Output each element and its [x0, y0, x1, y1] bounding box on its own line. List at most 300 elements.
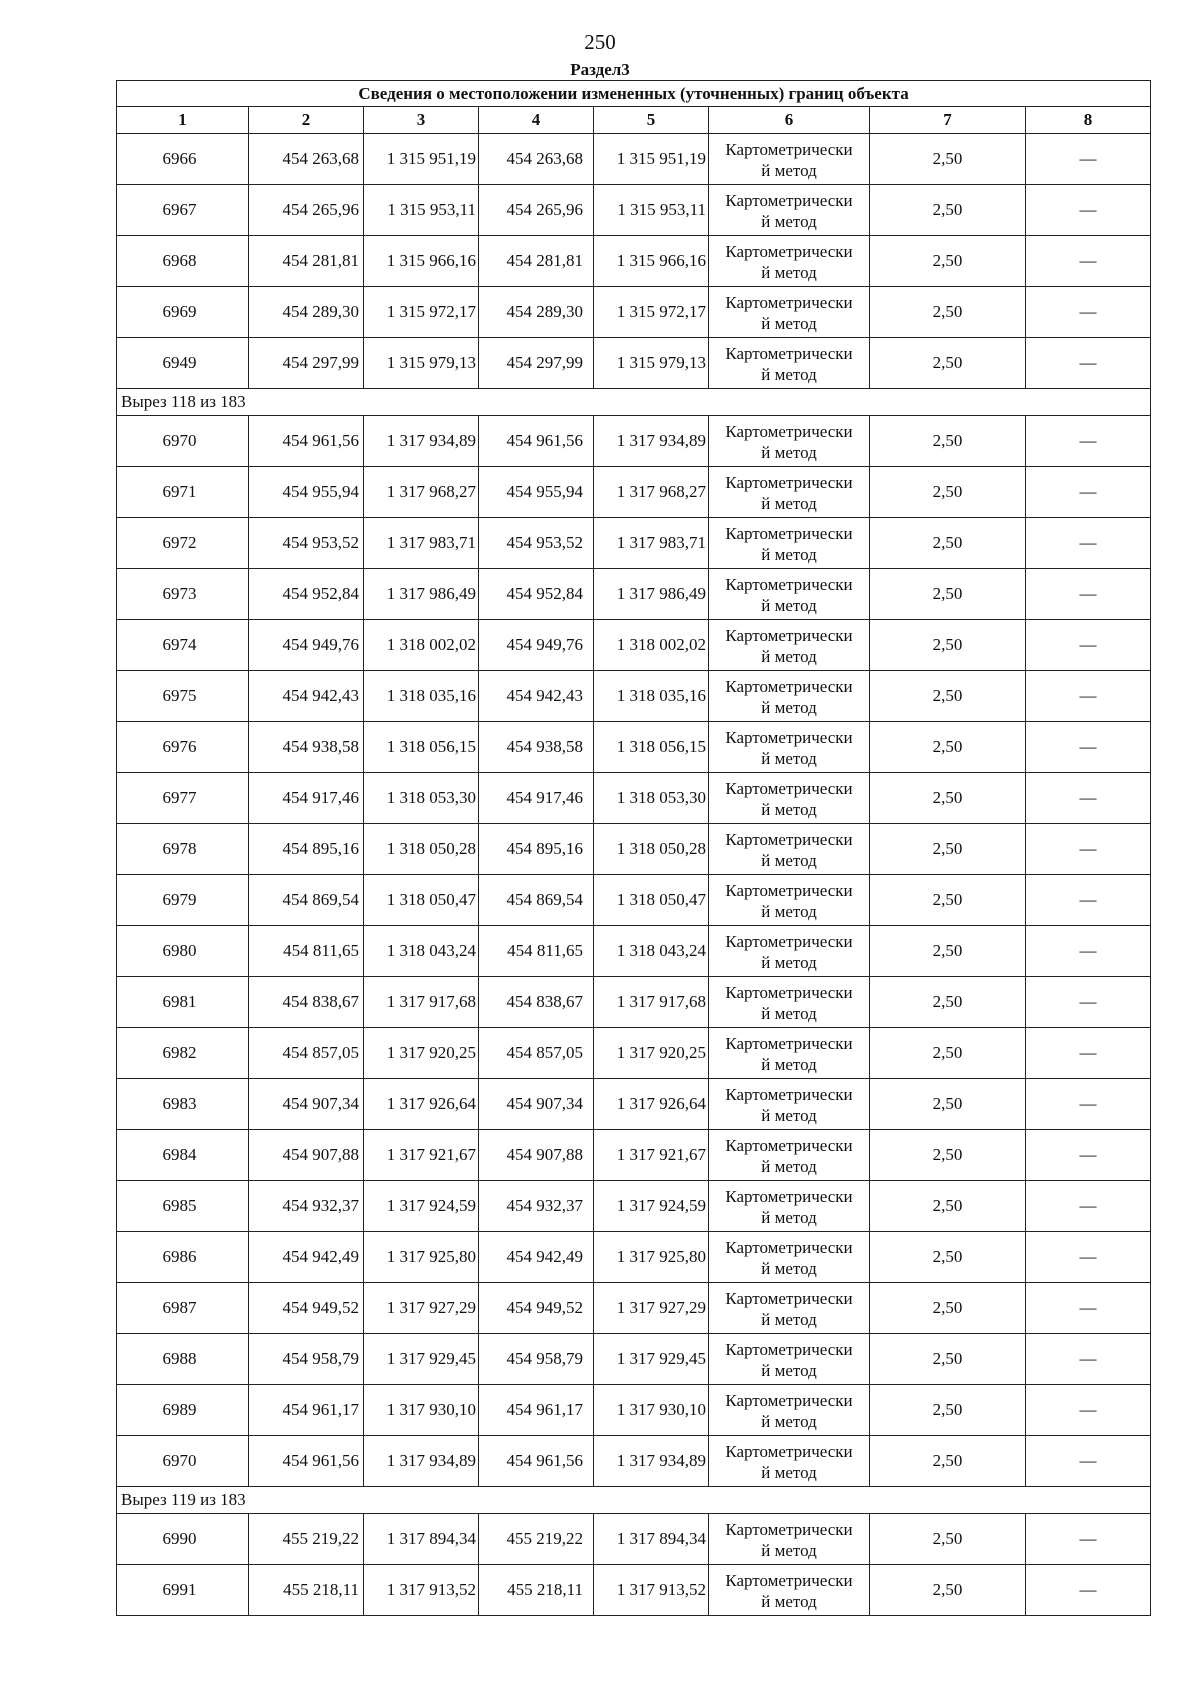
table-row [117, 1436, 1151, 1487]
cell-c5: 1 317 930,10 [594, 1385, 709, 1436]
cell-accuracy: 2,50 [870, 287, 1026, 338]
cell-c1: 6971 [117, 467, 249, 518]
cell-description: — [1026, 416, 1151, 467]
cell-c2: 454 955,94 [249, 467, 364, 518]
cell-method [709, 1130, 870, 1181]
cell-c3: 1 317 920,25 [364, 1028, 479, 1079]
cell-method [709, 134, 870, 185]
cell-c2: 454 838,67 [249, 977, 364, 1028]
cell-description: — [1026, 875, 1151, 926]
method-line-1: Картометрически [725, 292, 853, 312]
cell-c1: 6973 [117, 569, 249, 620]
table-row [117, 467, 1151, 518]
method-line-2: й метод [761, 1054, 817, 1074]
cell-accuracy: 2,50 [870, 1334, 1026, 1385]
cutout-group-row [117, 389, 1151, 416]
cell-c3: 1 317 925,80 [364, 1232, 479, 1283]
method-line-1: Картометрически [725, 880, 853, 900]
cell-method [709, 1283, 870, 1334]
cell-c5: 1 317 986,49 [594, 569, 709, 620]
cell-description: — [1026, 569, 1151, 620]
cell-c3: 1 315 953,11 [364, 185, 479, 236]
method-line-2: й метод [761, 901, 817, 921]
cell-description: — [1026, 1232, 1151, 1283]
cell-method [709, 1181, 870, 1232]
method-line-2: й метод [761, 646, 817, 666]
cell-accuracy: 2,50 [870, 236, 1026, 287]
cell-accuracy: 2,50 [870, 1514, 1026, 1565]
method-line-2: й метод [761, 1540, 817, 1560]
cell-c5: 1 317 929,45 [594, 1334, 709, 1385]
method-line-1: Картометрически [725, 1570, 853, 1590]
cell-c4: 454 961,56 [479, 416, 594, 467]
cell-c3: 1 318 050,47 [364, 875, 479, 926]
cell-c5: 1 318 002,02 [594, 620, 709, 671]
method-line-1: Картометрически [725, 1135, 853, 1155]
cell-c5: 1 317 917,68 [594, 977, 709, 1028]
cell-accuracy: 2,50 [870, 1283, 1026, 1334]
cell-method [709, 1514, 870, 1565]
cell-description: — [1026, 287, 1151, 338]
cell-c2: 454 265,96 [249, 185, 364, 236]
cell-c1: 6966 [117, 134, 249, 185]
cell-c4: 454 955,94 [479, 467, 594, 518]
cell-c4: 454 895,16 [479, 824, 594, 875]
cell-c4: 454 265,96 [479, 185, 594, 236]
method-line-1: Картометрически [725, 523, 853, 543]
cell-method [709, 287, 870, 338]
table-row [117, 518, 1151, 569]
cell-c5: 1 317 921,67 [594, 1130, 709, 1181]
method-line-1: Картометрически [725, 829, 853, 849]
cell-c1: 6990 [117, 1514, 249, 1565]
table-row [117, 1232, 1151, 1283]
method-line-2: й метод [761, 1462, 817, 1482]
cell-c5: 1 318 053,30 [594, 773, 709, 824]
method-line-1: Картометрически [725, 343, 853, 363]
cell-c3: 1 317 926,64 [364, 1079, 479, 1130]
cell-c4: 454 857,05 [479, 1028, 594, 1079]
cell-description: — [1026, 1130, 1151, 1181]
cell-c5: 1 315 972,17 [594, 287, 709, 338]
cell-c4: 454 297,99 [479, 338, 594, 389]
cell-c2: 454 961,17 [249, 1385, 364, 1436]
cell-c4: 454 949,52 [479, 1283, 594, 1334]
method-line-1: Картометрически [725, 676, 853, 696]
cell-method [709, 1028, 870, 1079]
method-line-1: Картометрически [725, 421, 853, 441]
cell-c2: 454 811,65 [249, 926, 364, 977]
method-line-2: й метод [761, 1411, 817, 1431]
cell-c3: 1 317 921,67 [364, 1130, 479, 1181]
cell-description: — [1026, 1334, 1151, 1385]
method-line-2: й метод [761, 1258, 817, 1278]
cell-c1: 6975 [117, 671, 249, 722]
method-line-1: Картометрически [725, 982, 853, 1002]
cell-c4: 454 953,52 [479, 518, 594, 569]
cell-c5: 1 315 979,13 [594, 338, 709, 389]
cell-c2: 454 289,30 [249, 287, 364, 338]
cell-c2: 454 942,49 [249, 1232, 364, 1283]
cell-c1: 6976 [117, 722, 249, 773]
cell-c1: 6991 [117, 1565, 249, 1616]
method-line-2: й метод [761, 160, 817, 180]
method-line-1: Картометрически [725, 1519, 853, 1539]
cell-c2: 454 961,56 [249, 1436, 364, 1487]
cell-c2: 454 949,52 [249, 1283, 364, 1334]
cell-c4: 454 907,88 [479, 1130, 594, 1181]
cell-method [709, 926, 870, 977]
cell-accuracy: 2,50 [870, 467, 1026, 518]
cell-c3: 1 315 966,16 [364, 236, 479, 287]
cell-accuracy: 2,50 [870, 1181, 1026, 1232]
table-row [117, 1514, 1151, 1565]
cell-c5: 1 315 951,19 [594, 134, 709, 185]
cell-c2: 454 281,81 [249, 236, 364, 287]
cell-c5: 1 317 968,27 [594, 467, 709, 518]
cell-c3: 1 317 917,68 [364, 977, 479, 1028]
cell-c1: 6984 [117, 1130, 249, 1181]
method-line-1: Картометрически [725, 472, 853, 492]
cell-accuracy: 2,50 [870, 1028, 1026, 1079]
cell-description: — [1026, 620, 1151, 671]
table-row [117, 236, 1151, 287]
method-line-2: й метод [761, 211, 817, 231]
method-line-1: Картометрически [725, 1441, 853, 1461]
method-line-1: Картометрически [725, 190, 853, 210]
cell-c4: 454 961,17 [479, 1385, 594, 1436]
cell-c3: 1 317 983,71 [364, 518, 479, 569]
table-row [117, 671, 1151, 722]
cell-c3: 1 317 913,52 [364, 1565, 479, 1616]
cell-description: — [1026, 236, 1151, 287]
table-row [117, 287, 1151, 338]
method-line-2: й метод [761, 364, 817, 384]
table-row [117, 185, 1151, 236]
cell-c5: 1 317 983,71 [594, 518, 709, 569]
method-line-2: й метод [761, 595, 817, 615]
table-row [117, 1130, 1151, 1181]
cell-c2: 454 857,05 [249, 1028, 364, 1079]
column-header: 6 [709, 107, 870, 134]
cell-method [709, 875, 870, 926]
cell-c1: 6980 [117, 926, 249, 977]
cell-c3: 1 317 927,29 [364, 1283, 479, 1334]
cell-c1: 6970 [117, 416, 249, 467]
cell-c3: 1 315 972,17 [364, 287, 479, 338]
cell-c5: 1 315 953,11 [594, 185, 709, 236]
cell-method [709, 185, 870, 236]
table-row [117, 1181, 1151, 1232]
method-line-2: й метод [761, 1156, 817, 1176]
cell-c2: 454 953,52 [249, 518, 364, 569]
table-row [117, 416, 1151, 467]
cell-c3: 1 317 929,45 [364, 1334, 479, 1385]
coordinates-table [116, 80, 1151, 1616]
method-line-1: Картометрически [725, 1237, 853, 1257]
method-line-2: й метод [761, 952, 817, 972]
cell-accuracy: 2,50 [870, 134, 1026, 185]
table-row [117, 977, 1151, 1028]
method-line-2: й метод [761, 1591, 817, 1611]
column-header: 5 [594, 107, 709, 134]
cell-c2: 454 961,56 [249, 416, 364, 467]
cell-c3: 1 317 986,49 [364, 569, 479, 620]
cell-method [709, 773, 870, 824]
cell-c5: 1 318 035,16 [594, 671, 709, 722]
cell-c2: 454 938,58 [249, 722, 364, 773]
cell-c4: 454 263,68 [479, 134, 594, 185]
cell-c5: 1 317 925,80 [594, 1232, 709, 1283]
table-row [117, 134, 1151, 185]
cell-c5: 1 317 927,29 [594, 1283, 709, 1334]
cell-method [709, 1232, 870, 1283]
cell-description: — [1026, 977, 1151, 1028]
table-caption-row [117, 81, 1151, 107]
method-line-1: Картометрически [725, 1033, 853, 1053]
table-row [117, 1028, 1151, 1079]
cutout-group-label: Вырез 118 из 183 [117, 389, 1151, 416]
cell-c1: 6988 [117, 1334, 249, 1385]
cell-c4: 454 838,67 [479, 977, 594, 1028]
cell-c5: 1 315 966,16 [594, 236, 709, 287]
cell-accuracy: 2,50 [870, 875, 1026, 926]
cell-description: — [1026, 824, 1151, 875]
method-line-2: й метод [761, 1207, 817, 1227]
table-row [117, 875, 1151, 926]
cutout-group-label: Вырез 119 из 183 [117, 1487, 1151, 1514]
cell-c4: 454 952,84 [479, 569, 594, 620]
cell-method [709, 722, 870, 773]
cell-method [709, 518, 870, 569]
cell-description: — [1026, 1283, 1151, 1334]
cell-description: — [1026, 1181, 1151, 1232]
cell-c3: 1 317 934,89 [364, 416, 479, 467]
cell-c5: 1 318 050,28 [594, 824, 709, 875]
cell-description: — [1026, 1436, 1151, 1487]
method-line-1: Картометрически [725, 1390, 853, 1410]
cell-c4: 454 942,43 [479, 671, 594, 722]
page-number: 250 [584, 30, 616, 54]
method-line-2: й метод [761, 850, 817, 870]
column-header: 7 [870, 107, 1026, 134]
table-body [117, 134, 1151, 1616]
cell-accuracy: 2,50 [870, 977, 1026, 1028]
cell-c2: 454 907,34 [249, 1079, 364, 1130]
method-line-2: й метод [761, 1003, 817, 1023]
cell-method [709, 977, 870, 1028]
method-line-2: й метод [761, 748, 817, 768]
cell-c2: 454 907,88 [249, 1130, 364, 1181]
table-row [117, 722, 1151, 773]
cell-c3: 1 318 035,16 [364, 671, 479, 722]
table-row [117, 620, 1151, 671]
cell-c1: 6977 [117, 773, 249, 824]
cell-description: — [1026, 467, 1151, 518]
cell-description: — [1026, 926, 1151, 977]
table-row [117, 1334, 1151, 1385]
cell-description: — [1026, 1385, 1151, 1436]
cell-c3: 1 318 043,24 [364, 926, 479, 977]
cell-c4: 454 811,65 [479, 926, 594, 977]
table-caption: Сведения о местоположении измененных (уточненных) границ объекта [117, 81, 1151, 107]
cell-c2: 454 263,68 [249, 134, 364, 185]
column-header: 1 [117, 107, 249, 134]
cell-c3: 1 317 924,59 [364, 1181, 479, 1232]
cell-c1: 6970 [117, 1436, 249, 1487]
cell-c3: 1 318 056,15 [364, 722, 479, 773]
cell-accuracy: 2,50 [870, 671, 1026, 722]
cell-accuracy: 2,50 [870, 773, 1026, 824]
cell-accuracy: 2,50 [870, 824, 1026, 875]
column-header: 2 [249, 107, 364, 134]
cell-c4: 454 869,54 [479, 875, 594, 926]
cell-c1: 6985 [117, 1181, 249, 1232]
cell-c4: 454 949,76 [479, 620, 594, 671]
cell-c2: 454 949,76 [249, 620, 364, 671]
cell-c3: 1 318 053,30 [364, 773, 479, 824]
cell-accuracy: 2,50 [870, 620, 1026, 671]
cell-c1: 6987 [117, 1283, 249, 1334]
cell-c4: 454 958,79 [479, 1334, 594, 1385]
method-line-2: й метод [761, 1105, 817, 1125]
cell-description: — [1026, 185, 1151, 236]
cell-c3: 1 315 979,13 [364, 338, 479, 389]
cell-c5: 1 317 924,59 [594, 1181, 709, 1232]
cell-accuracy: 2,50 [870, 518, 1026, 569]
method-line-2: й метод [761, 1360, 817, 1380]
cell-method [709, 338, 870, 389]
method-line-1: Картометрически [725, 1288, 853, 1308]
cell-c4: 454 938,58 [479, 722, 594, 773]
cell-c1: 6967 [117, 185, 249, 236]
method-line-2: й метод [761, 1309, 817, 1329]
cell-c4: 454 961,56 [479, 1436, 594, 1487]
table-row [117, 824, 1151, 875]
cell-method [709, 620, 870, 671]
cell-c2: 454 895,16 [249, 824, 364, 875]
method-line-2: й метод [761, 493, 817, 513]
cell-method [709, 1079, 870, 1130]
cell-c1: 6969 [117, 287, 249, 338]
cell-c3: 1 315 951,19 [364, 134, 479, 185]
table-row [117, 1283, 1151, 1334]
cell-c2: 454 297,99 [249, 338, 364, 389]
method-line-1: Картометрически [725, 931, 853, 951]
table-row [117, 569, 1151, 620]
cell-c1: 6949 [117, 338, 249, 389]
cell-c5: 1 318 056,15 [594, 722, 709, 773]
cell-c4: 454 917,46 [479, 773, 594, 824]
cell-c4: 454 289,30 [479, 287, 594, 338]
cell-description: — [1026, 518, 1151, 569]
cell-method [709, 1565, 870, 1616]
cell-c4: 454 907,34 [479, 1079, 594, 1130]
method-line-1: Картометрически [725, 139, 853, 159]
cell-accuracy: 2,50 [870, 1385, 1026, 1436]
cell-accuracy: 2,50 [870, 569, 1026, 620]
method-line-2: й метод [761, 442, 817, 462]
cell-c1: 6968 [117, 236, 249, 287]
column-header: 8 [1026, 107, 1151, 134]
cell-description: — [1026, 1565, 1151, 1616]
method-line-1: Картометрически [725, 778, 853, 798]
section-title: Раздел3 [570, 60, 630, 79]
cell-accuracy: 2,50 [870, 1232, 1026, 1283]
cell-description: — [1026, 134, 1151, 185]
cell-accuracy: 2,50 [870, 926, 1026, 977]
cell-accuracy: 2,50 [870, 1079, 1026, 1130]
table-row [117, 1385, 1151, 1436]
cell-method [709, 1334, 870, 1385]
table-row [117, 773, 1151, 824]
method-line-2: й метод [761, 799, 817, 819]
cell-c2: 454 942,43 [249, 671, 364, 722]
cell-c1: 6981 [117, 977, 249, 1028]
cell-c1: 6983 [117, 1079, 249, 1130]
cell-c5: 1 318 050,47 [594, 875, 709, 926]
cell-accuracy: 2,50 [870, 1130, 1026, 1181]
cell-c1: 6986 [117, 1232, 249, 1283]
method-line-2: й метод [761, 262, 817, 282]
method-line-2: й метод [761, 697, 817, 717]
cell-c2: 454 958,79 [249, 1334, 364, 1385]
method-line-1: Картометрически [725, 727, 853, 747]
table-row [117, 338, 1151, 389]
cell-c5: 1 317 934,89 [594, 1436, 709, 1487]
cell-c2: 455 219,22 [249, 1514, 364, 1565]
cell-description: — [1026, 338, 1151, 389]
cell-description: — [1026, 1028, 1151, 1079]
cell-c1: 6989 [117, 1385, 249, 1436]
cell-c2: 454 932,37 [249, 1181, 364, 1232]
cell-c3: 1 317 968,27 [364, 467, 479, 518]
cell-accuracy: 2,50 [870, 416, 1026, 467]
method-line-1: Картометрически [725, 1339, 853, 1359]
cell-c5: 1 318 043,24 [594, 926, 709, 977]
table-row [117, 1079, 1151, 1130]
cell-c3: 1 318 050,28 [364, 824, 479, 875]
cell-method [709, 1436, 870, 1487]
cell-c4: 454 932,37 [479, 1181, 594, 1232]
cell-method [709, 236, 870, 287]
cell-c4: 455 219,22 [479, 1514, 594, 1565]
cell-c3: 1 317 934,89 [364, 1436, 479, 1487]
column-header: 3 [364, 107, 479, 134]
cell-accuracy: 2,50 [870, 1436, 1026, 1487]
method-line-1: Картометрически [725, 241, 853, 261]
cell-c3: 1 317 930,10 [364, 1385, 479, 1436]
method-line-1: Картометрически [725, 1084, 853, 1104]
cell-c4: 455 218,11 [479, 1565, 594, 1616]
cell-c5: 1 317 920,25 [594, 1028, 709, 1079]
column-header: 4 [479, 107, 594, 134]
cell-description: — [1026, 722, 1151, 773]
cell-method [709, 569, 870, 620]
cell-c2: 454 869,54 [249, 875, 364, 926]
cell-c2: 455 218,11 [249, 1565, 364, 1616]
column-header-row [117, 107, 1151, 134]
cell-c4: 454 942,49 [479, 1232, 594, 1283]
cell-accuracy: 2,50 [870, 1565, 1026, 1616]
cell-description: — [1026, 1079, 1151, 1130]
cell-c3: 1 318 002,02 [364, 620, 479, 671]
method-line-1: Картометрически [725, 1186, 853, 1206]
table-row [117, 1565, 1151, 1616]
cell-accuracy: 2,50 [870, 722, 1026, 773]
cell-c5: 1 317 934,89 [594, 416, 709, 467]
cell-c1: 6978 [117, 824, 249, 875]
